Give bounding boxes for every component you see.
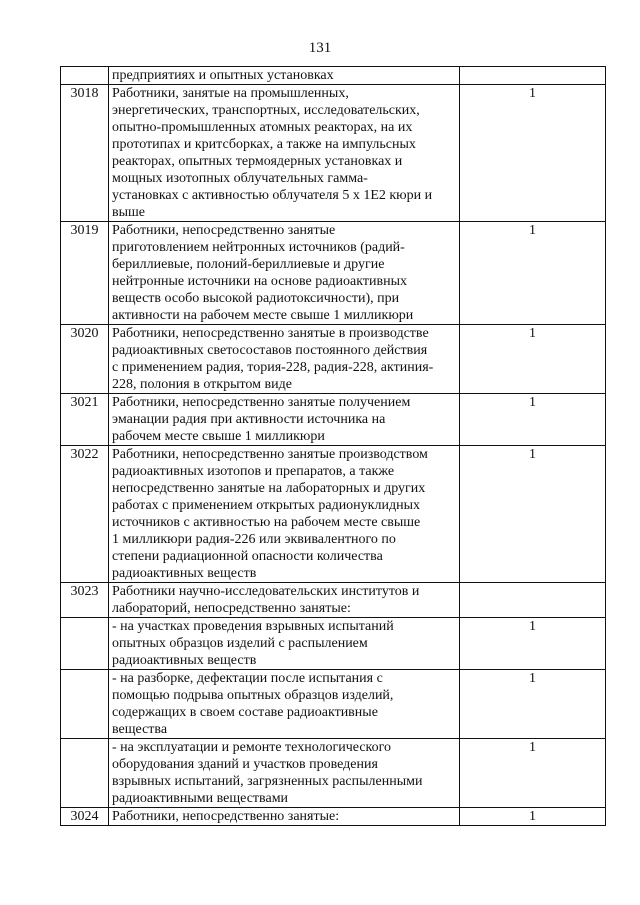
- description-line: энергетических, транспортных, исследовательских,: [112, 103, 420, 118]
- description-line: - на участках проведения взрывных испытаний: [112, 619, 394, 634]
- description-line: эманации радия при активности источника на: [112, 412, 386, 427]
- row-code: 3018: [61, 85, 109, 222]
- row-description: [109, 583, 460, 618]
- table-row: [61, 446, 606, 583]
- description-line: - на разборке, дефектации после испытания с: [112, 671, 383, 686]
- description-line: приготовлением нейтронных источников (радий-: [112, 240, 405, 255]
- description-line: бериллиевые, полоний-бериллиевые и другие: [112, 257, 385, 272]
- row-code: 3024: [61, 808, 109, 826]
- row-code: 3022: [61, 446, 109, 583]
- row-value: 1: [460, 739, 606, 808]
- row-description: [109, 446, 460, 583]
- row-value: [460, 583, 606, 618]
- description-line: прототипах и критсборках, а также на импульсных: [112, 137, 416, 152]
- description-line: - на эксплуатации и ремонте технологического: [112, 740, 392, 755]
- description-line: Работники, непосредственно занятые получением: [112, 395, 411, 410]
- row-code: 3020: [61, 325, 109, 394]
- table-row: [61, 618, 606, 670]
- row-description: [109, 739, 460, 808]
- row-code: [61, 618, 109, 670]
- row-value: 1: [460, 85, 606, 222]
- description-line: помощью подрыва опытных образцов изделий,: [112, 688, 394, 703]
- description-line: нейтронные источники на основе радиоактивных: [112, 274, 407, 289]
- row-value: 1: [460, 808, 606, 826]
- description-line: с применением радия, тория-228, радия-228, актиния-: [112, 360, 434, 375]
- description-line: Работники, непосредственно занятые в производстве: [112, 326, 429, 341]
- row-code: 3021: [61, 394, 109, 446]
- description-line: Работники, занятые на промышленных,: [112, 86, 349, 101]
- description-line: взрывных испытаний, загрязненных распыленными: [112, 774, 423, 789]
- description-line: Работники, непосредственно занятые: [112, 223, 336, 238]
- row-description: [109, 618, 460, 670]
- description-line: радиоактивными веществами: [112, 791, 289, 806]
- description-line: выше: [112, 205, 146, 220]
- description-line: 228, полония в открытом виде: [112, 377, 292, 392]
- description-line: активности на рабочем месте свыше 1 милликюри: [112, 308, 414, 323]
- row-value: 1: [460, 222, 606, 325]
- description-line: лабораторий, непосредственно занятые:: [112, 601, 351, 616]
- description-line: рабочем месте свыше 1 милликюри: [112, 429, 325, 444]
- description-line: радиоактивных веществ: [112, 653, 257, 668]
- row-value: 1: [460, 446, 606, 583]
- description-line: реакторах, опытных термоядерных установках и: [112, 154, 403, 169]
- row-code: [61, 739, 109, 808]
- table-row: [61, 85, 606, 222]
- row-value: 1: [460, 670, 606, 739]
- description-line: установках с активностью облучателя 5 x 1E2 кюри и: [112, 188, 433, 203]
- row-code: 3023: [61, 583, 109, 618]
- row-description: [109, 808, 460, 826]
- description-line: радиоактивных светосоставов постоянного действия: [112, 343, 428, 358]
- row-description: [109, 85, 460, 222]
- row-code: [61, 670, 109, 739]
- row-value: 1: [460, 325, 606, 394]
- description-line: радиоактивных изотопов и препаратов, а также: [112, 464, 395, 479]
- table-row: [61, 583, 606, 618]
- description-line: опытных образцов изделий с распылением: [112, 636, 368, 651]
- table-row: [61, 808, 606, 826]
- table-row: [61, 670, 606, 739]
- page-number: 131: [308, 40, 332, 56]
- table-row: [61, 67, 606, 85]
- description-line: 1 милликюри радия-226 или эквивалентного по: [112, 532, 396, 547]
- description-line: вещества: [112, 722, 168, 737]
- row-description: [109, 222, 460, 325]
- row-code: [61, 67, 109, 85]
- row-value: 1: [460, 618, 606, 670]
- description-line: оборудования зданий и участков проведения: [112, 757, 378, 772]
- row-description: [109, 670, 460, 739]
- row-code: 3019: [61, 222, 109, 325]
- row-description: [109, 325, 460, 394]
- row-value: [460, 67, 606, 85]
- table-row: [61, 222, 606, 325]
- description-line: опытно-промышленных атомных реакторах, на их: [112, 120, 413, 135]
- description-line: мощных изотопных облучательных гамма-: [112, 171, 368, 186]
- description-line: Работники, непосредственно занятые производством: [112, 447, 428, 462]
- description-line: предприятиях и опытных установках: [112, 68, 334, 83]
- row-description: [109, 67, 460, 85]
- description-line: содержащих в своем составе радиоактивные: [112, 705, 378, 720]
- description-line: источников с активностью на рабочем месте свыше: [112, 515, 421, 530]
- description-line: непосредственно занятые на лабораторных и других: [112, 481, 426, 496]
- description-line: веществ особо высокой радиотоксичности), при: [112, 291, 400, 306]
- description-line: работах с применением открытых радионуклидных: [112, 498, 420, 513]
- document-table: [60, 66, 606, 826]
- table-row: [61, 394, 606, 446]
- description-line: степени радиационной опасности количества: [112, 549, 383, 564]
- row-value: 1: [460, 394, 606, 446]
- row-description: [109, 394, 460, 446]
- table-row: [61, 739, 606, 808]
- table-body: [61, 67, 606, 826]
- description-line: Работники научно-исследовательских институтов и: [112, 584, 420, 599]
- description-line: Работники, непосредственно занятые:: [112, 809, 340, 824]
- table-row: [61, 325, 606, 394]
- description-line: радиоактивных веществ: [112, 566, 257, 581]
